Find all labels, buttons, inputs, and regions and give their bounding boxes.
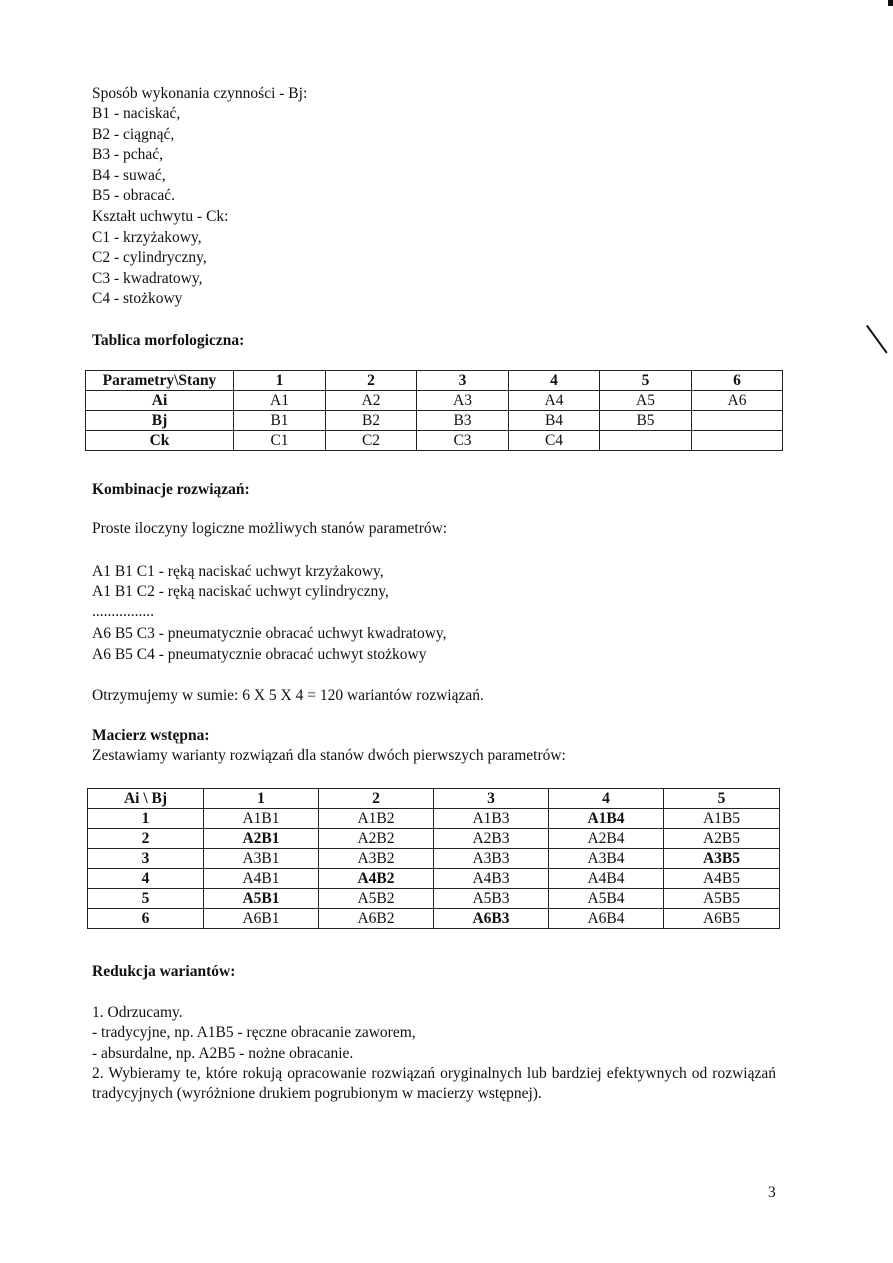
combination-ellipsis: ................ [92,603,154,620]
scan-artifact-slash [866,325,888,354]
header-cell: 1 [204,789,319,809]
header-cell: 5 [664,789,780,809]
reduction-item-2: 2. Wybieramy te, które rokują opracowanie rozwiązań oryginalnych lub bardziej efektywnych od rozwiązań tradycyjnych (wyróżnione drukiem pogrubionym w macierzy wstępnej). [92,1065,776,1102]
shape-c4: C4 - stożkowy [92,290,183,307]
table-cell: A3B2 [319,849,434,869]
table-row [88,889,780,909]
scan-artifact-mark [888,0,893,6]
reduction-item-1a: - tradycyjne, np. A1B5 - ręczne obracanie zaworem, [92,1024,416,1041]
shape-c2: C2 - cylindryczny, [92,249,207,266]
combination-line-3: A6 B5 C3 - pneumatycznie obracać uchwyt kwadratowy, [92,625,447,642]
combination-line-4: A6 B5 C4 - pneumatycznie obracać uchwyt stożkowy [92,646,427,663]
row-label: 3 [88,849,204,869]
method-b3: B3 - pchać, [92,146,164,163]
table-row [86,411,783,431]
table-cell: A2B4 [549,829,664,849]
matrix-intro: Zestawiamy warianty rozwiązań dla stanów dwóch pierwszych parametrów: [92,747,566,764]
combination-line-1: A1 B1 C1 - ręką naciskać uchwyt krzyżakowy, [92,563,384,580]
method-b4: B4 - suwać, [92,167,166,184]
table-cell: A3 [417,391,509,411]
table-cell: A6B5 [664,909,780,929]
header-cell: 3 [434,789,549,809]
header-cell: 1 [234,371,326,391]
matrix-heading: Macierz wstępna: [92,727,210,744]
header-cell: 6 [692,371,783,391]
combinations-intro: Proste iloczyny logiczne możliwych stanów parametrów: [92,520,448,537]
table-cell: A1B2 [319,809,434,829]
table-row [86,391,783,411]
header-cell: Ai \ Bj [88,789,204,809]
table-cell: B4 [509,411,600,431]
table-cell: B2 [326,411,417,431]
morph-heading: Tablica morfologiczna: [92,332,245,349]
table-row [88,829,780,849]
table-cell: A6B4 [549,909,664,929]
table-cell: C1 [234,431,326,451]
table-cell: A3B3 [434,849,549,869]
row-label: 6 [88,909,204,929]
table-cell-highlighted: A6B3 [434,909,549,929]
table-cell-highlighted: A1B4 [549,809,664,829]
reduction-item-1b: - absurdalne, np. A2B5 - nożne obracanie. [92,1045,354,1062]
table-cell: A1B3 [434,809,549,829]
table-cell: A6B1 [204,909,319,929]
table-row [88,849,780,869]
combinations-summary: Otrzymujemy w sumie: 6 X 5 X 4 = 120 wariantów rozwiązań. [92,687,484,704]
table-cell: B5 [600,411,692,431]
table-row [88,809,780,829]
header-cell: 5 [600,371,692,391]
table-cell: A2B3 [434,829,549,849]
row-label: Ai [86,391,234,411]
initial-matrix-table [87,788,780,929]
header-cell: 2 [319,789,434,809]
header-cell: 4 [549,789,664,809]
table-cell [600,431,692,451]
row-label: 4 [88,869,204,889]
table-cell: A4 [509,391,600,411]
table-cell: A1B5 [664,809,780,829]
method-b5: B5 - obracać. [92,187,176,204]
page-number: 3 [768,1184,776,1201]
header-cell: 4 [509,371,600,391]
combination-line-2: A1 B1 C2 - ręką naciskać uchwyt cylindryczny, [92,583,389,600]
table-cell: A3B4 [549,849,664,869]
method-b2: B2 - ciągnąć, [92,126,175,143]
table-header-row [88,789,780,809]
table-cell-highlighted: A3B5 [664,849,780,869]
table-cell: A4B3 [434,869,549,889]
table-row [88,909,780,929]
table-cell-highlighted: A5B1 [204,889,319,909]
table-cell: A5 [600,391,692,411]
row-label: 1 [88,809,204,829]
table-cell: A5B2 [319,889,434,909]
method-b1: B1 - naciskać, [92,105,181,122]
shape-c3: C3 - kwadratowy, [92,270,203,287]
row-label: 5 [88,889,204,909]
table-cell-highlighted: A2B1 [204,829,319,849]
table-cell: A4B1 [204,869,319,889]
table-cell: C2 [326,431,417,451]
header-cell: Parametry\Stany [86,371,234,391]
table-cell-highlighted: A4B2 [319,869,434,889]
table-cell [692,431,783,451]
table-cell: A4B4 [549,869,664,889]
table-cell: A5B5 [664,889,780,909]
table-cell: A2 [326,391,417,411]
table-cell [692,411,783,431]
table-cell: A6 [692,391,783,411]
table-cell: B3 [417,411,509,431]
table-row [86,431,783,451]
row-label: Ck [86,431,234,451]
table-row [88,869,780,889]
method-title: Sposób wykonania czynności - Bj: [92,85,308,102]
row-label: 2 [88,829,204,849]
table-cell: A1B1 [204,809,319,829]
reduction-heading: Redukcja wariantów: [92,963,236,980]
table-cell: A3B1 [204,849,319,869]
table-cell: A4B5 [664,869,780,889]
table-cell: A2B2 [319,829,434,849]
table-cell: C4 [509,431,600,451]
header-cell: 2 [326,371,417,391]
table-cell: B1 [234,411,326,431]
reduction-item-1: 1. Odrzucamy. [92,1004,183,1021]
table-cell: A6B2 [319,909,434,929]
table-cell: C3 [417,431,509,451]
morphological-table [85,370,783,451]
table-cell: A2B5 [664,829,780,849]
shape-title: Kształt uchwytu - Ck: [92,208,229,225]
table-cell: A5B3 [434,889,549,909]
row-label: Bj [86,411,234,431]
table-cell: A1 [234,391,326,411]
table-header-row [86,371,783,391]
table-cell: A5B4 [549,889,664,909]
combinations-heading: Kombinacje rozwiązań: [92,481,250,498]
shape-c1: C1 - krzyżakowy, [92,229,202,246]
header-cell: 3 [417,371,509,391]
